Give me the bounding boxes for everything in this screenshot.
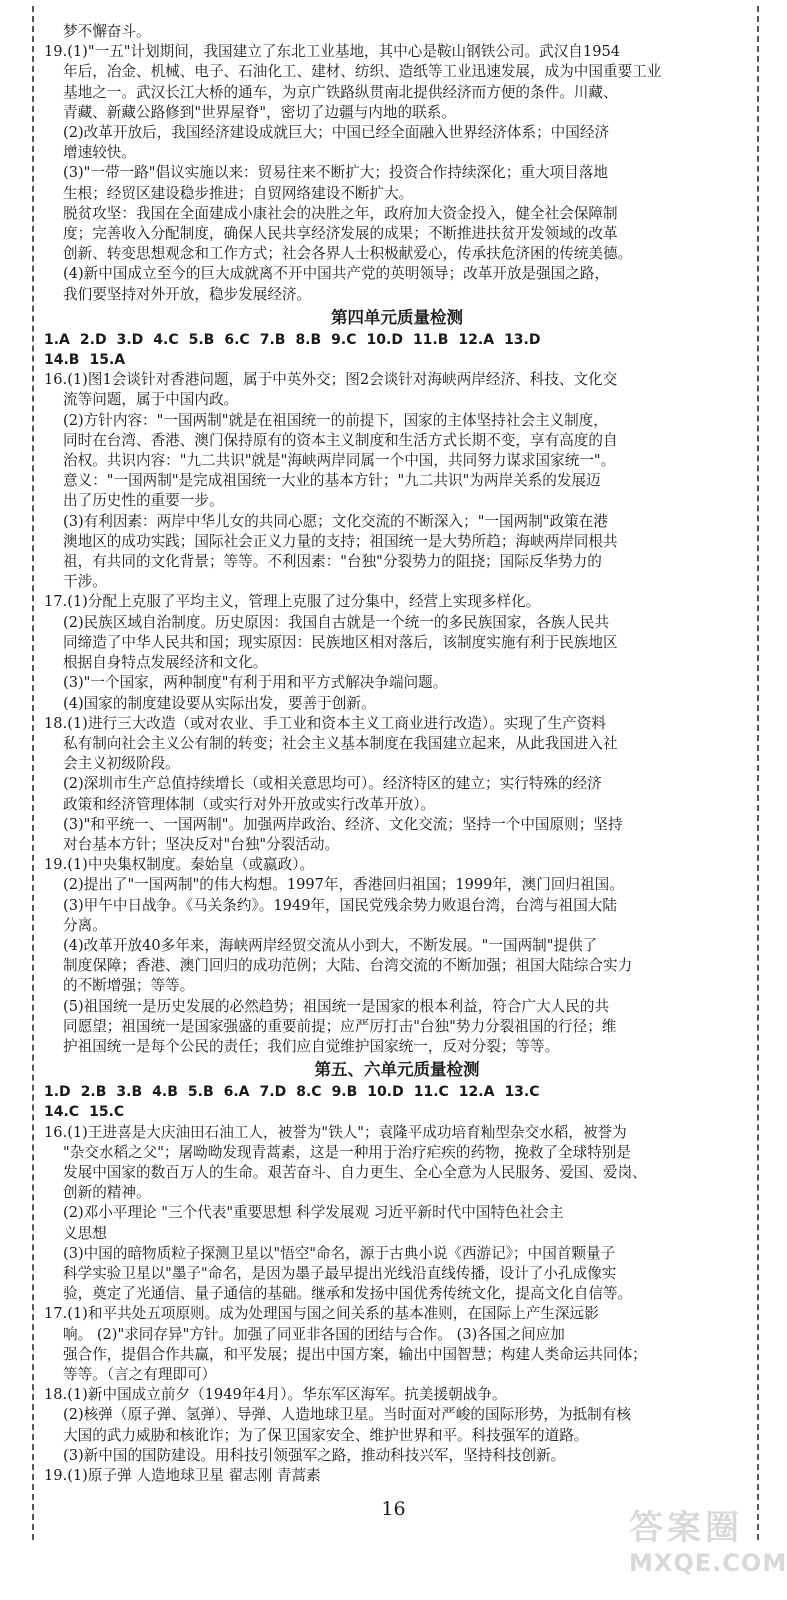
answer-line: 出了历史性的重要一步。 bbox=[63, 492, 224, 510]
answer-line: 度；完善收入分配制度，确保人民共享经济发展的成果；不断推进扶贫开发领域的改革 bbox=[63, 225, 618, 243]
choice-answer: 7.B bbox=[259, 331, 286, 348]
choice-answer: 5.B bbox=[187, 1084, 214, 1101]
answer-line: 17.(1)和平共处五项原则。成为处理国与国之间关系的基本准则，在国际上产生深远影 bbox=[44, 1305, 599, 1323]
answer-line: 18.(1)进行三大改造（或对农业、手工业和资本主义工商业进行改造）。实现了生产资料 bbox=[44, 714, 606, 732]
answer-line: 干涉。 bbox=[63, 573, 107, 591]
answer-line: 制度保障；香港、澳门回归的成功范例；大陆、台湾交流的不断加强；祖国大陆综合实力 bbox=[63, 957, 633, 975]
answer-line: 响。 (2)"求同存异"方针。加强了同亚非各国的团结与合作。 (3)各国之间应加 bbox=[63, 1325, 565, 1343]
answer-line: 治权。共识内容："九二共识"就是"海峡两岸同属一个中国，共同努力谋求国家统一"。 bbox=[63, 452, 616, 470]
answer-line: 创新的精神。 bbox=[63, 1184, 151, 1202]
answer-line: 等等。（言之有理即可） bbox=[63, 1366, 217, 1383]
choice-answer: 8.B bbox=[295, 331, 322, 348]
answer-line: 义思想 bbox=[63, 1224, 107, 1242]
answer-line: 澳地区的成功实践；国际社会正义力量的支持；祖国统一是大势所趋；海峡两岸同根共 bbox=[63, 532, 618, 550]
choice-answer: 13.D bbox=[504, 331, 541, 348]
choice-answer: 10.D bbox=[367, 1084, 404, 1101]
choice-answer: 9.B bbox=[331, 1084, 358, 1101]
answer-line: 梦不懈奋斗。 bbox=[63, 23, 151, 40]
page-number: 16 bbox=[381, 1498, 406, 1520]
answer-content bbox=[44, 22, 750, 1486]
watermark-logo bbox=[629, 1508, 787, 1594]
choice-answers-unit5-6 bbox=[44, 1082, 750, 1102]
answer-line: 19.(1)"一五"计划期间，我国建立了东北工业基地，其中心是鞍山钢铁公司。武汉自1954 bbox=[44, 43, 621, 61]
choice-answer: 10.D bbox=[366, 331, 403, 348]
answer-line: 强合作，提倡合作共赢，和平发展；提出中国方案，输出中国智慧；构建人类命运共同体； bbox=[63, 1345, 647, 1363]
choice-answer: 5.B bbox=[188, 331, 215, 348]
answer-line: (2)方针内容："一国两制"就是在祖国统一的前提下，国家的主体坚持社会主义制度， bbox=[63, 411, 608, 429]
answer-line: (3)"一个国家，两种制度"有利于用和平方式解决争端问题。 bbox=[63, 674, 448, 692]
answer-line: (3)新中国的国防建设。用科技引领强军之路，推动科技兴军，坚持科技创新。 bbox=[63, 1446, 566, 1464]
answer-line: 分离。 bbox=[63, 916, 107, 934]
watermark-text: 答案圈 bbox=[629, 1508, 743, 1548]
answer-line: (2)邓小平理论 "三个代表"重要思想 科学发展观 习近平新时代中国特色社会主 bbox=[63, 1204, 564, 1222]
answer-line: (2)提出了"一国两制"的伟大构想。1997年，香港回归祖国；1999年，澳门回归祖国。 bbox=[63, 876, 624, 894]
choice-answer: 15.A bbox=[89, 352, 126, 369]
answer-line: "杂交水稻之父"；屠呦呦发现青蒿素，这是一种用于治疗疟疾的药物，挽救了全球特别是 bbox=[63, 1143, 631, 1161]
answer-line: 科学实验卫星以"墨子"命名，是因为墨子最早提出光线沿直线传播，设计了小孔成像实 bbox=[63, 1264, 617, 1282]
answer-line: (5)祖国统一是历史发展的必然趋势；祖国统一是国家的根本利益，符合广大人民的共 bbox=[63, 997, 610, 1015]
answer-line: 生根；经贸区建设稳步推进；自贸网络建设不断扩大。 bbox=[63, 184, 414, 202]
answer-line: 年后，冶金、机械、电子、石油化工、建材、纺织、造纸等工业迅速发展，成为中国重要工业 bbox=[63, 63, 662, 81]
answer-line: 16.(1)图1会谈针对香港问题，属于中英外交；图2会谈针对海峡两岸经济、科技、文化交 bbox=[44, 371, 618, 389]
choice-answer: 2.B bbox=[80, 1084, 107, 1101]
watermark-url: MXQE.COM bbox=[629, 1549, 787, 1577]
answer-line: 发展中国家的数百万人的生命。艰苦奋斗、自力更生、全心全意为人民服务、爱国、爱岗、 bbox=[63, 1163, 647, 1181]
answer-line: 同愿望；祖国统一是国家强盛的重要前提；应严厉打击"台独"势力分裂祖国的行径；维 bbox=[63, 1017, 617, 1035]
answer-line: (3)中国的暗物质粒子探测卫星以"悟空"命名，源于古典小说《西游记》；中国首颗量子 bbox=[63, 1244, 616, 1262]
answer-line: (3)甲午中日战争。《马关条约》。1949年，国民党残余势力败退台湾，台湾与祖国大陆 bbox=[63, 896, 617, 914]
answer-line: (2)深圳市生产总值持续增长（或相关意思均可）。经济特区的建立；实行特殊的经济 bbox=[63, 775, 602, 793]
answer-line: 我们要坚持对外开放，稳步发展经济。 bbox=[63, 285, 312, 303]
answer-line: (4)新中国成立至今的巨大成就离不开中国共产党的英明领导；改革开放是强国之路， bbox=[63, 265, 610, 283]
answer-line: 17.(1)分配上克服了平均主义，管理上克服了过分集中，经营上实现多样化。 bbox=[44, 593, 541, 611]
left-dashed-margin-line bbox=[32, 6, 34, 1540]
answer-line: 护祖国统一是每个公民的责任；我们应自觉维护国家统一，反对分裂；等等。 bbox=[63, 1037, 560, 1055]
answer-line: (3)"一带一路"倡议实施以来：贸易往来不断扩大；投资合作持续深化；重大项目落地 bbox=[63, 164, 608, 182]
answer-line: 16.(1)王进喜是大庆油田石油工人，被誉为"铁人"；袁隆平成功培育籼型杂交水稻，被誉为 bbox=[44, 1123, 627, 1141]
answer-line: 青藏、新藏公路修到"世界屋脊"，密切了边疆与内地的联系。 bbox=[63, 103, 456, 121]
answer-line: 脱贫攻坚：我国在全面建成小康社会的决胜之年，政府加大资金投入，健全社会保障制 bbox=[63, 204, 618, 222]
answer-line: 根据自身特点发展经济和文化。 bbox=[63, 654, 268, 672]
section-title-unit4: 第四单元质量检测 bbox=[331, 307, 463, 327]
answer-line: 基地之一。武汉长江大桥的通车，为京广铁路纵贯南北提供经济而方便的条件。川藏、 bbox=[63, 83, 618, 101]
choice-answer: 15.C bbox=[89, 1104, 125, 1121]
answer-line: 19.(1)原子弹 人造地球卫星 翟志刚 青蒿素 bbox=[44, 1467, 321, 1485]
choice-answer: 6.C bbox=[224, 331, 250, 348]
choice-answer: 11.B bbox=[412, 331, 449, 348]
choice-answer: 8.C bbox=[296, 1084, 322, 1101]
answer-line: (3)"和平统一、一国两制"。加强两岸政治、经济、文化交流；坚持一个中国原则；坚持 bbox=[63, 815, 623, 833]
answer-line: 同缔造了中华人民共和国；现实原因：民族地区相对落后，该制度实施有利于民族地区 bbox=[63, 633, 618, 651]
answer-line: 19.(1)中央集权制度。秦始皇（或嬴政）。 bbox=[44, 856, 315, 874]
answer-line: 同时在台湾、香港、澳门保持原有的资本主义制度和生活方式长期不变，享有高度的自 bbox=[63, 431, 618, 449]
answers-block-unit3 bbox=[44, 22, 750, 305]
choice-answer: 12.A bbox=[458, 331, 495, 348]
answer-line: 增速较快。 bbox=[63, 144, 136, 162]
answer-line: 意义："一国两制"是完成祖国统一大业的基本方针；"九二共识"为两岸关系的发展迈 bbox=[63, 472, 601, 490]
choice-answer: 1.A bbox=[44, 331, 70, 348]
choice-answer: 4.C bbox=[153, 331, 179, 348]
answer-line: 对台基本方针；坚决反对"台独"分裂活动。 bbox=[63, 835, 340, 853]
answer-line: (3)有利因素：两岸中华儿女的共同心愿；文化交流的不断深入；"一国两制"政策在港 bbox=[63, 512, 608, 530]
choice-answer: 2.D bbox=[79, 331, 107, 348]
choice-answer: 14.B bbox=[44, 352, 80, 369]
answer-line: 大国的武力威胁和核讹诈；为了保卫国家安全、维护世界和平。科技强军的道路。 bbox=[63, 1426, 589, 1444]
choice-answer: 4.B bbox=[152, 1084, 178, 1101]
answer-line: 的不断增强；等等。 bbox=[63, 977, 195, 995]
choice-answer: 7.D bbox=[259, 1084, 287, 1101]
answer-line: 政策和经济管理体制（或实行对外开放或实行改革开放）。 bbox=[63, 795, 436, 813]
answer-line: 祖，有共同的文化背景；等等。不利因素："台独"分裂势力的阻挠；国际反华势力的 bbox=[63, 553, 602, 571]
answer-line: 创新、转变思想观念和工作方式；社会各界人士积极献爱心，传承扶危济困的传统美德。 bbox=[63, 245, 633, 263]
answer-line: (2)改革开放后，我国经济建设成就巨大；中国已经全面融入世界经济体系；中国经济 bbox=[63, 124, 610, 142]
choice-answers-unit4 bbox=[44, 330, 750, 350]
answer-line: 验，奠定了光通信、量子通信的基础。继承和发扬中国优秀传统文化，提高文化自信等。 bbox=[63, 1285, 633, 1303]
section-title-unit5-6: 第五、六单元质量检测 bbox=[314, 1060, 480, 1080]
answer-line: 流等问题，属于中国内政。 bbox=[63, 391, 239, 409]
answer-line: (4)改革开放40多年来，海峡两岸经贸交流从小到大，不断发展。"一国两制"提供了 bbox=[63, 936, 598, 954]
answer-line: 会主义初级阶段。 bbox=[63, 755, 180, 773]
answer-line: 私有制向社会主义公有制的转变；社会主义基本制度在我国建立起来，从此我国进入社 bbox=[63, 734, 618, 752]
choice-answer: 6.A bbox=[223, 1084, 250, 1101]
choice-answer: 3.D bbox=[116, 331, 144, 348]
choice-answer: 9.C bbox=[331, 331, 357, 348]
choice-answer: 14.C bbox=[44, 1104, 80, 1121]
answer-line: (4)国家的制度建设要从实际出发，要善于创新。 bbox=[63, 694, 376, 712]
answer-line: 18.(1)新中国成立前夕（1949年4月）。华东军区海军。抗美援朝战争。 bbox=[44, 1386, 507, 1404]
answer-line: (2)核弹（原子弹、氢弹）、导弹、人造地球卫星。当时面对严峻的国际形势，为抵制有核 bbox=[63, 1406, 631, 1424]
choice-answer: 11.C bbox=[413, 1084, 449, 1101]
right-dashed-margin-line bbox=[757, 6, 759, 1540]
choice-answers-unit4-row2 bbox=[44, 350, 750, 370]
answers-block-unit5-6 bbox=[44, 1123, 750, 1487]
choice-answer: 12.A bbox=[458, 1084, 495, 1101]
answer-line: (2)民族区域自治制度。历史原因：我国自古就是一个统一的多民族国家，各族人民共 bbox=[63, 613, 610, 631]
choice-answers-unit5-6-row2 bbox=[44, 1102, 750, 1122]
answers-block-unit4 bbox=[44, 370, 750, 1057]
choice-answer: 1.D bbox=[44, 1084, 71, 1101]
choice-answer: 3.B bbox=[116, 1084, 143, 1101]
choice-answer: 13.C bbox=[504, 1084, 540, 1101]
